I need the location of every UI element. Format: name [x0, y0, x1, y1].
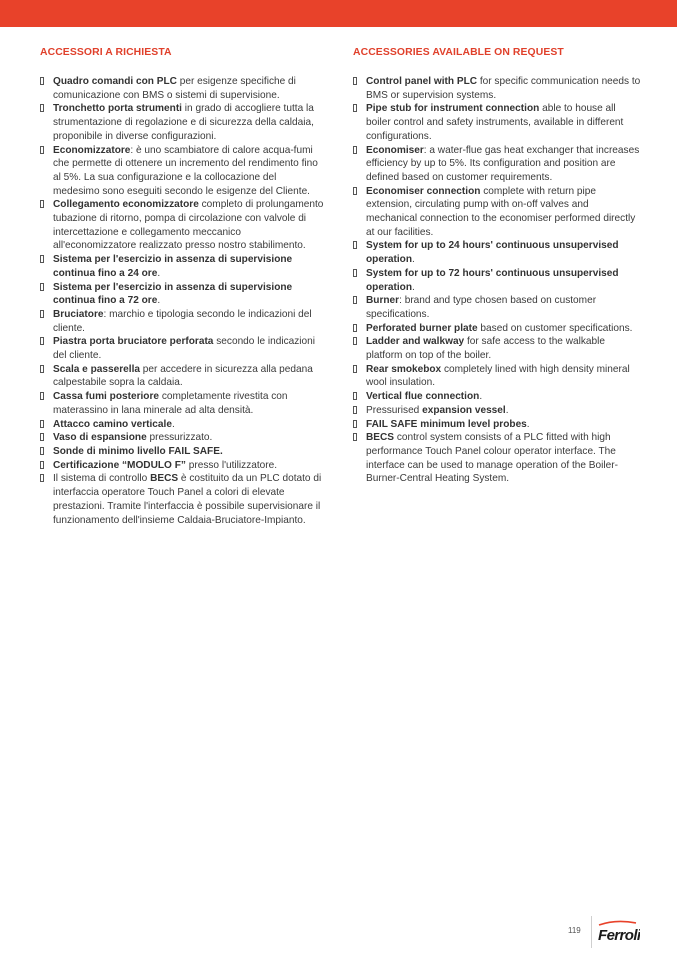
bullet-box-icon — [353, 77, 357, 85]
item-bold-label: System for up to 24 hours' continuous unsupervised operation — [366, 240, 619, 266]
item-text: for specific communication needs to BMS or supervision systems. — [366, 76, 641, 101]
left-column-italian — [40, 46, 324, 527]
bullet-box-icon — [353, 406, 357, 414]
bullet-box-icon — [353, 365, 357, 373]
item-text: for safe access to the walkable platform on top of the boiler. — [366, 336, 605, 362]
list-item — [40, 418, 324, 432]
list-item — [353, 144, 641, 185]
item-bold-label: Perforated burner plate — [366, 322, 478, 334]
item-text: . — [411, 254, 415, 266]
bullet-box-icon — [353, 392, 357, 400]
item-bold-label: Sonde di minimo livello FAIL SAFE. — [53, 445, 223, 457]
bullet-box-icon — [353, 269, 357, 277]
item-text: control system consists of a PLC fitted with high performance Touch Panel colour operator interface. The interface can be used to manage operation of the Boiler-Burner-Central Heating System. — [366, 432, 618, 485]
item-text: . — [157, 295, 161, 307]
list-item — [40, 459, 324, 473]
list-item — [40, 335, 324, 362]
bullet-box-icon — [40, 392, 44, 400]
item-text: completely lined with high density mineral wool insulation. — [366, 363, 630, 389]
bullet-box-icon — [353, 433, 357, 441]
item-bold-label: Ladder and walkway — [366, 336, 465, 348]
item-bold-label: Attacco camino verticale — [53, 418, 172, 430]
bullet-box-icon — [353, 187, 357, 195]
bullet-box-icon — [40, 104, 44, 112]
item-text: per esigenze specifiche di comunicazione con BMS o sistemi di supervisione. — [53, 76, 296, 101]
item-bold-label: Cassa fumi posteriore — [53, 391, 160, 403]
item-text: able to house all boiler control and safety instruments, available in different configurations. — [366, 103, 624, 142]
list-item — [353, 102, 641, 143]
bullet-box-icon — [40, 77, 44, 85]
list-item — [353, 335, 641, 362]
ferroli-logo — [596, 918, 640, 946]
list-item — [353, 294, 641, 321]
bullet-box-icon — [353, 337, 357, 345]
list-item — [40, 308, 324, 335]
list-item — [353, 75, 641, 102]
item-bold-label: Vaso di espansione — [53, 432, 147, 444]
item-bold-label: Control panel with PLC — [366, 76, 478, 87]
left-accessory-list — [40, 75, 324, 527]
list-item — [353, 363, 641, 390]
bullet-box-icon — [40, 420, 44, 428]
item-text: completo di prolungamento tubazione di ritorno, pompa di circolazione con valvole di intercettazione e collegamento meccanico all'economizzatore realizzato presso nostro stabilimento. — [53, 199, 324, 252]
item-text: : è uno scambiatore di calore acqua-fumi che permette di ottenere un incremento del rendimento fino al 5%. La sua configurazione e la collocazione del medesimo sono eseguiti secondo le esigenze del Cliente. — [53, 144, 318, 197]
item-text: : marchio e tipologia secondo le indicazioni del cliente. — [53, 308, 312, 334]
item-bold-label: Rear smokebox — [366, 363, 442, 375]
item-bold-label: BECS — [150, 473, 179, 485]
item-text: . — [526, 418, 530, 430]
left-heading: ACCESSORI A RICHIESTA — [40, 47, 172, 58]
item-bold-label: Bruciatore — [53, 308, 104, 320]
right-column-english — [353, 46, 641, 486]
item-text: è costituito da un PLC dotato di interfaccia operatore Touch Panel a colori di elevate prestazioni. Tramite l'interfaccia è possibile supervisionare il funzionamento dell'insieme Caldaia-Bruciatore-Impianto. — [53, 473, 322, 526]
bullet-box-icon — [40, 447, 44, 455]
bullet-box-icon — [353, 420, 357, 428]
right-accessory-list — [353, 75, 641, 486]
bullet-box-icon — [40, 255, 44, 263]
bullet-box-icon — [353, 241, 357, 249]
item-bold-label: Pipe stub for instrument connection — [366, 103, 540, 115]
bullet-box-icon — [40, 283, 44, 291]
list-item — [40, 281, 324, 308]
item-text-prefix: Il sistema di controllo — [53, 473, 151, 485]
item-bold-label: Piastra porta bruciatore perforata — [53, 336, 214, 348]
list-item — [40, 198, 324, 253]
list-item — [353, 404, 641, 418]
logo-swoosh-icon — [599, 921, 636, 925]
item-text: : a water-flue gas heat exchanger that increases efficiency by up to 5%. Its configuration and position are defined based on customer requirements. — [366, 144, 640, 183]
list-item — [353, 239, 641, 266]
item-bold-label: Certificazione “MODULO F” — [53, 459, 186, 471]
footer-divider — [591, 916, 592, 948]
list-item — [40, 431, 324, 445]
bullet-box-icon — [40, 310, 44, 318]
list-item — [353, 322, 641, 336]
item-text: . — [479, 391, 483, 403]
bullet-box-icon — [40, 433, 44, 441]
item-text: pressurizzato. — [146, 432, 213, 444]
list-item — [40, 472, 324, 527]
item-bold-label: Collegamento economizzatore — [53, 199, 199, 211]
item-bold-label: Quadro comandi con PLC — [53, 76, 177, 87]
item-text: . — [505, 404, 509, 416]
item-text: presso l'utilizzatore. — [185, 459, 278, 471]
item-bold-label: BECS — [366, 432, 395, 444]
list-item — [40, 144, 324, 199]
item-bold-label: Vertical flue connection — [366, 391, 480, 403]
list-item — [353, 390, 641, 404]
item-text: completamente rivestita con materassino in lana minerale ad alta densità. — [53, 391, 288, 416]
item-bold-label: Burner — [366, 295, 400, 307]
item-text: . — [157, 267, 161, 279]
item-text: in grado di accogliere tutta la strumentazione di regolazione e di sicurezza della caldaia, proponibile in diverse configurazioni. — [53, 103, 314, 142]
list-item — [40, 445, 324, 459]
list-item — [40, 390, 324, 417]
list-item — [40, 253, 324, 280]
item-text: . — [171, 418, 175, 430]
bullet-box-icon — [40, 461, 44, 469]
item-bold-label: Sistema per l'esercizio in assenza di supervisione continua fino a 24 ore — [53, 254, 293, 279]
bullet-box-icon — [40, 200, 44, 208]
list-item — [353, 267, 641, 294]
item-text: . — [411, 281, 415, 293]
item-text: complete with return pipe extension, circulating pump with on-off valves and mechanical connection to the economiser performed directly at our facilities. — [366, 185, 636, 238]
logo-wordmark: Ferroli — [598, 927, 640, 944]
item-text: secondo le indicazioni del cliente. — [53, 336, 316, 362]
bullet-box-icon — [40, 474, 44, 482]
top-accent-bar — [0, 0, 677, 27]
item-text-prefix: Pressurised — [366, 404, 423, 416]
item-bold-label: Economiser connection — [366, 185, 481, 197]
item-bold-label: Economiser — [366, 144, 424, 156]
list-item — [40, 102, 324, 143]
item-bold-label: Economizzatore — [53, 144, 131, 156]
bullet-box-icon — [353, 296, 357, 304]
item-text: : brand and type chosen based on customer specifications. — [366, 295, 597, 320]
item-text: per accedere in sicurezza alla pedana calpestabile sopra la caldaia. — [53, 363, 313, 389]
list-item — [353, 431, 641, 486]
bullet-box-icon — [40, 365, 44, 373]
bullet-box-icon — [353, 104, 357, 112]
bullet-box-icon — [353, 324, 357, 332]
item-bold-label: expansion vessel — [422, 404, 506, 416]
item-bold-label: Sistema per l'esercizio in assenza di supervisione continua fino a 72 ore — [53, 281, 293, 307]
page-number: 119 — [568, 926, 581, 935]
bullet-box-icon — [353, 146, 357, 154]
list-item — [353, 418, 641, 432]
list-item — [40, 363, 324, 390]
item-bold-label: Tronchetto porta strumenti — [53, 103, 182, 115]
list-item — [40, 75, 324, 102]
bullet-box-icon — [40, 337, 44, 345]
list-item — [353, 185, 641, 240]
item-bold-label: Scala e passerella — [53, 363, 140, 375]
item-bold-label: FAIL SAFE minimum level probes — [366, 418, 527, 430]
item-bold-label: System for up to 72 hours' continuous unsupervised operation — [366, 267, 619, 293]
right-heading: ACCESSORIES AVAILABLE ON REQUEST — [353, 47, 564, 58]
bullet-box-icon — [40, 146, 44, 154]
item-text: based on customer specifications. — [477, 322, 633, 334]
